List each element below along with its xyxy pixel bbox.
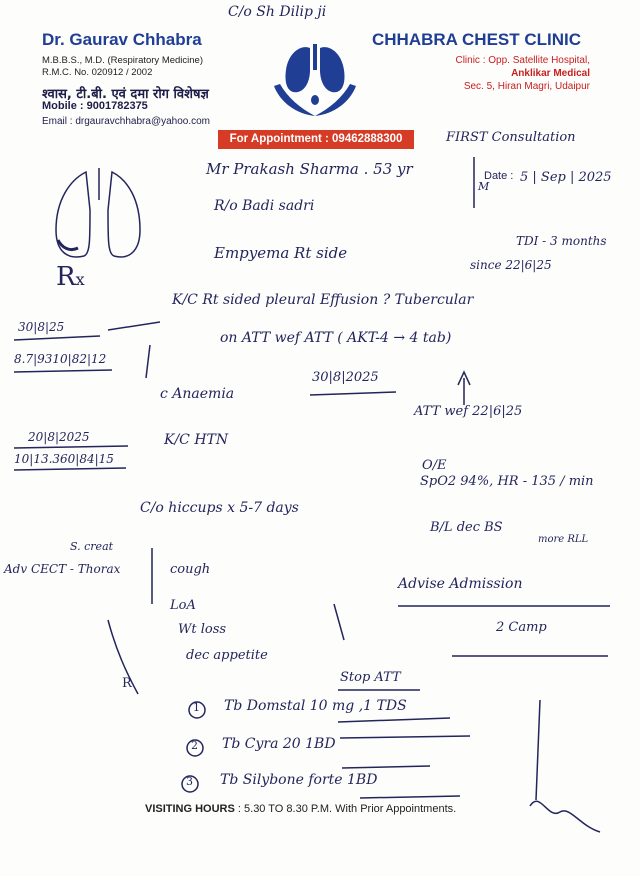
- clinic-name: CHHABRA CHEST CLINIC: [372, 30, 582, 49]
- note-care-of: C/o Sh Dilip ji: [228, 4, 327, 20]
- lab1-date: 30|8|25: [18, 320, 65, 334]
- symptom-loa: LoA: [170, 598, 196, 613]
- visiting-text: : 5.30 TO 8.30 P.M. With Prior Appointments.: [237, 803, 457, 815]
- email-line: Email : drgauravchhabra@yahoo.com: [42, 116, 211, 127]
- symptom-cough: cough: [170, 562, 211, 577]
- s-creat: S. creat: [70, 540, 114, 553]
- med-3-number: 3: [186, 775, 193, 788]
- rx-symbol: Rx: [56, 262, 85, 292]
- lab2-date: 20|8|2025: [28, 430, 90, 444]
- since-date: since 22|6|25: [470, 258, 552, 272]
- lab2-values: 10|13.360|84|15: [14, 452, 114, 466]
- med-2-number: 2: [191, 739, 198, 752]
- breath-sounds: B/L dec BS: [430, 520, 503, 535]
- doctor-name: Dr. Gaurav Chhabra: [42, 30, 202, 49]
- vitals: SpO2 94%, HR - 135 / min: [420, 474, 594, 489]
- qualification: M.B.B.S., M.D. (Respiratory Medicine): [42, 55, 204, 66]
- rx-symbol-small: R: [122, 676, 132, 691]
- diagnosis: Empyema Rt side: [214, 244, 348, 262]
- breath-sounds-note: more RLL: [538, 534, 589, 545]
- rmc-number: R.M.C. No. 020912 / 2002: [42, 67, 153, 78]
- date-label: Date :: [484, 170, 514, 182]
- med-2: Tb Cyra 20 1BD: [222, 736, 336, 752]
- anaemia: c Anaemia: [160, 386, 235, 402]
- mobile-number: 9001782375: [86, 100, 148, 112]
- clinic-address-2: Anklikar Medical: [511, 68, 590, 79]
- complaint-hiccups: C/o hiccups x 5-7 days: [140, 500, 299, 516]
- specialty-hindi: श्वास, टी.बी. एवं दमा रोग विशेषज्ञ: [42, 87, 209, 102]
- att-wef: ATT wef 22|6|25: [414, 404, 523, 419]
- lab1-values: 8.7|9310|82|12: [14, 352, 107, 366]
- tdi-duration: TDI - 3 months: [516, 234, 607, 248]
- consult-date: 5 | Sep | 2025: [520, 170, 612, 185]
- kc-effusion: K/C Rt sided pleural Effusion ? Tubercular: [172, 292, 474, 308]
- mobile-label: Mobile :: [42, 100, 84, 112]
- anaemia-date: 30|8|2025: [312, 370, 379, 385]
- advise-admission: Advise Admission: [398, 576, 523, 592]
- visiting-label: VISITING HOURS: [145, 803, 235, 815]
- med-3: Tb Silybone forte 1BD: [220, 772, 378, 788]
- advice-cect: Adv CECT - Thorax: [4, 562, 121, 576]
- med-1-number: 1: [193, 701, 200, 714]
- clinic-address-3: Sec. 5, Hiran Magri, Udaipur: [463, 81, 590, 92]
- clinic-address-1: Clinic : Opp. Satellite Hospital,: [455, 55, 590, 66]
- oe-label: O/E: [422, 458, 447, 473]
- residence: R/o Badi sadri: [214, 198, 315, 214]
- visiting-hours: [145, 803, 456, 815]
- symptom-appetite: dec appetite: [186, 648, 268, 663]
- stop-att: Stop ATT: [340, 670, 401, 685]
- appointment-banner: For Appointment : 09462888300: [218, 130, 414, 149]
- patient-sex: M: [478, 180, 490, 193]
- patient-name: Mr Prakash Sharma . 53 yr: [206, 160, 413, 178]
- med-1: Tb Domstal 10 mg ,1 TDS: [224, 698, 407, 714]
- on-att: on ATT wef ATT ( AKT-4 → 4 tab): [220, 330, 452, 346]
- symptom-wt-loss: Wt loss: [178, 622, 227, 637]
- kc-htn: K/C HTN: [164, 432, 229, 448]
- camp: 2 Camp: [496, 620, 547, 635]
- note-first-consultation: FIRST Consultation: [446, 130, 576, 145]
